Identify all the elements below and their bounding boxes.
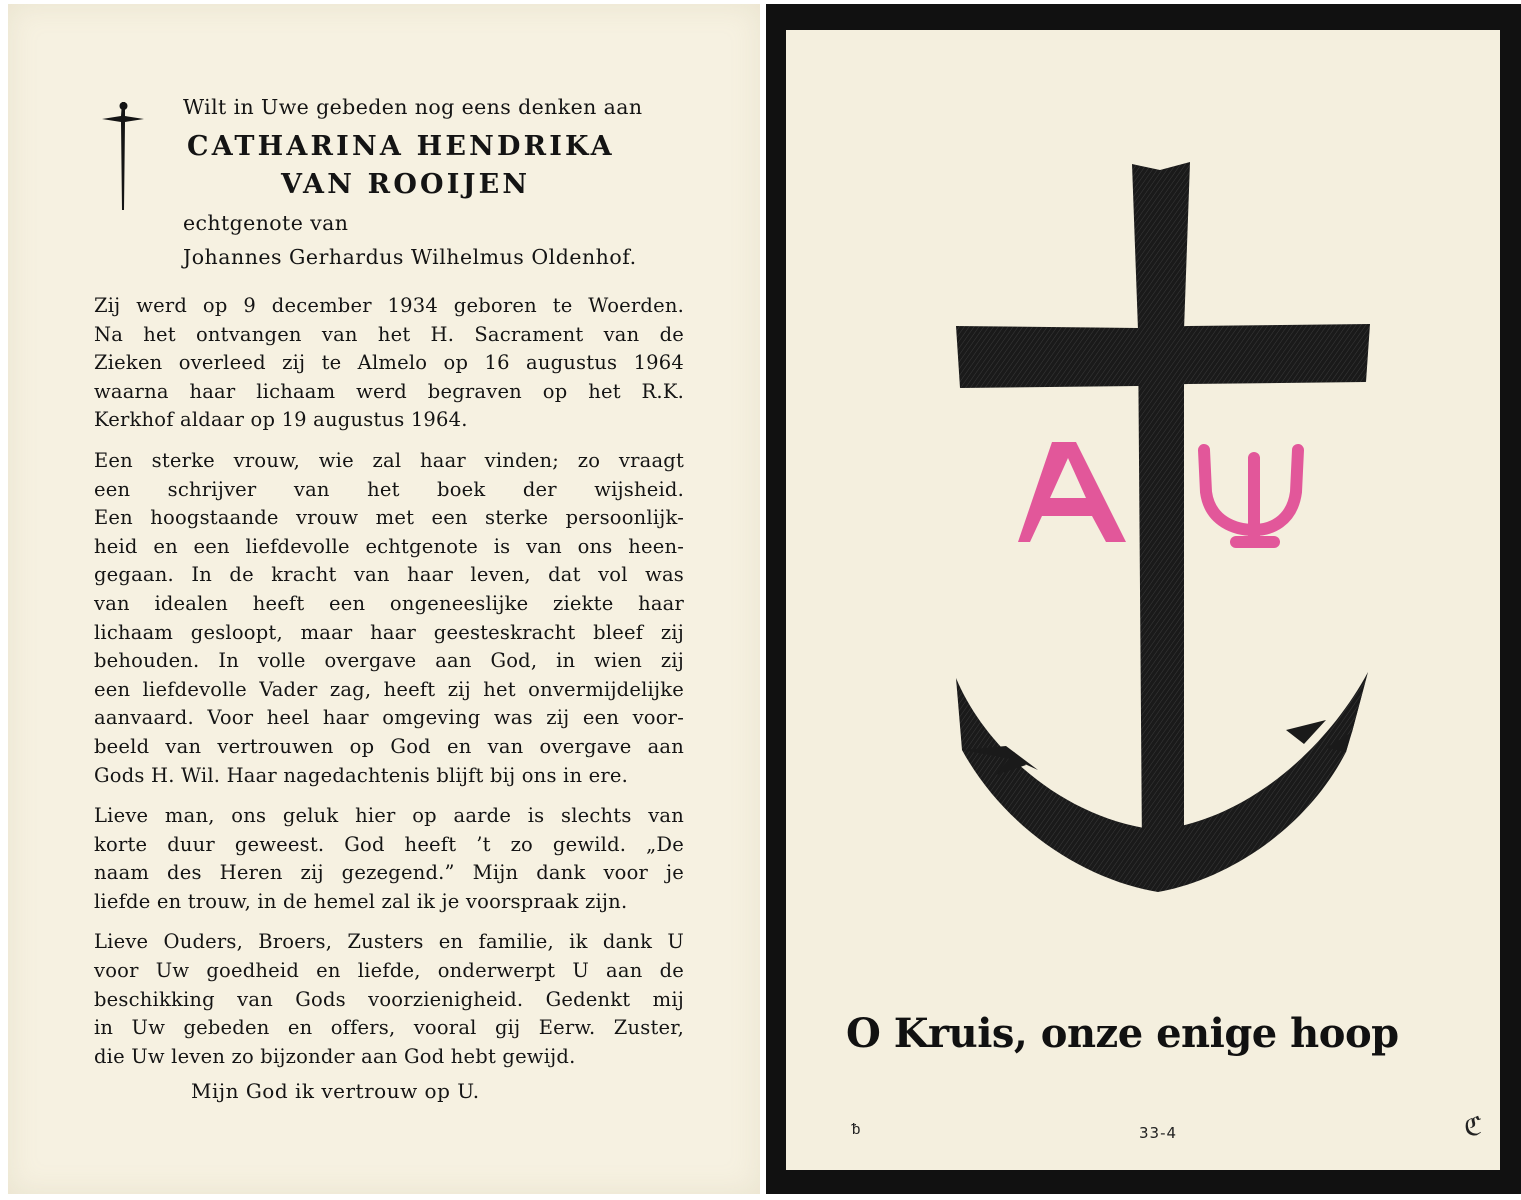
memorial-paragraph (94, 928, 684, 1071)
deceased-name-line2: VAN ROOIJEN (281, 169, 531, 200)
text-line: Zieken overleed zij te Almelo op 16 augustus 1964 (94, 351, 684, 375)
anchor-cross-illustration (786, 30, 1500, 1170)
text-line: Zij werd op 9 december 1934 geboren te Woerden. (94, 294, 684, 317)
text-line: beeld van vertrouwen op God en van overgave aan (94, 734, 684, 758)
text-line: lichaam gesloopt, maar haar geesteskracht bleef zij (94, 620, 684, 644)
text-line: Na het ontvangen van het H. Sacrament van de (94, 322, 684, 346)
memorial-paragraph (94, 447, 684, 790)
alpha-symbol (1018, 442, 1126, 542)
text-line: naam des Heren zij gezegend.” Mijn dank voor je (94, 861, 684, 885)
intro-block (183, 92, 683, 272)
text-line: in Uw gebeden en offers, vooral gij Eerw. Zuster, (94, 1016, 684, 1040)
text-line: Kerkhof aldaar op 19 augustus 1964. (94, 408, 468, 432)
text-line: van idealen heeft een ongeneeslijke ziekte haar (94, 591, 684, 615)
text-line: gegaan. In de kracht van haar leven, dat vol was (94, 563, 684, 587)
cross-beam (956, 324, 1370, 388)
text-line: Lieve man, ons geluk hier op aarde is slechts van (94, 804, 684, 828)
text-line: die Uw leven zo bijzonder aan God hebt gewijd. (94, 1044, 576, 1068)
memorial-front-card (766, 4, 1521, 1194)
text-line: behouden. In volle overgave aan God, in wien zij (94, 649, 684, 673)
text-line: Gods H. Wil. Haar nagedachtenis blijft bij ons in ere. (94, 763, 629, 787)
cross-shaft (1132, 162, 1190, 892)
text-line: aanvaard. Voor heel haar omgeving was zij een voor- (94, 706, 684, 730)
memorial-paragraph (94, 292, 684, 435)
memorial-text-card (8, 4, 760, 1194)
text-line: Een sterke vrouw, wie zal haar vinden; zo vraagt (94, 448, 684, 472)
front-card-inner (786, 30, 1500, 1170)
text-line: Een hoogstaande vrouw met een sterke persoonlijk- (94, 506, 684, 530)
intro-text: Wilt in Uwe gebeden nog eens denken aan (183, 95, 643, 119)
text-line: korte duur geweest. God heeft ’t zo gewild. „De (94, 832, 684, 856)
text-line: heid en een liefdevolle echtgenote is van ons heen- (94, 534, 684, 558)
spouse-name: Johannes Gerhardus Wilhelmus Oldenhof. (183, 245, 637, 269)
text-line: liefde en trouw, in de hemel zal ik je voorspraak zijn. (94, 889, 628, 913)
text-line: een schrijver van het boek der wijsheid. (94, 477, 684, 501)
text-line: beschikking van Gods voorzienigheid. Gedenkt mij (94, 987, 684, 1011)
card-code: 33-4 (1139, 1124, 1178, 1142)
text-line: Lieve Ouders, Broers, Zusters en familie, ik dank U (94, 930, 684, 954)
deceased-name-line1: CATHARINA HENDRIKA (187, 131, 615, 162)
text-line: waarna haar lichaam werd begraven op het R.K. (94, 379, 684, 403)
motto-text: O Kruis, onze enige hoop (846, 1010, 1399, 1057)
printer-mark-left: ᵬ (852, 1120, 861, 1138)
spouse-label: echtgenote van (183, 211, 349, 235)
memorial-paragraph (94, 802, 684, 916)
text-line: een liefdevolle Vader zag, heeft zij het onvermijdelijke (94, 677, 684, 701)
memorial-body-text (94, 292, 684, 1083)
cross-icon (98, 100, 148, 212)
omega-symbol (1204, 450, 1298, 542)
closing-prayer: Mijn God ik vertrouw op U. (191, 1079, 480, 1103)
printer-mark-right: ℭ (1464, 1112, 1483, 1142)
text-line: voor Uw goedheid en liefde, onderwerpt U aan de (94, 959, 684, 983)
